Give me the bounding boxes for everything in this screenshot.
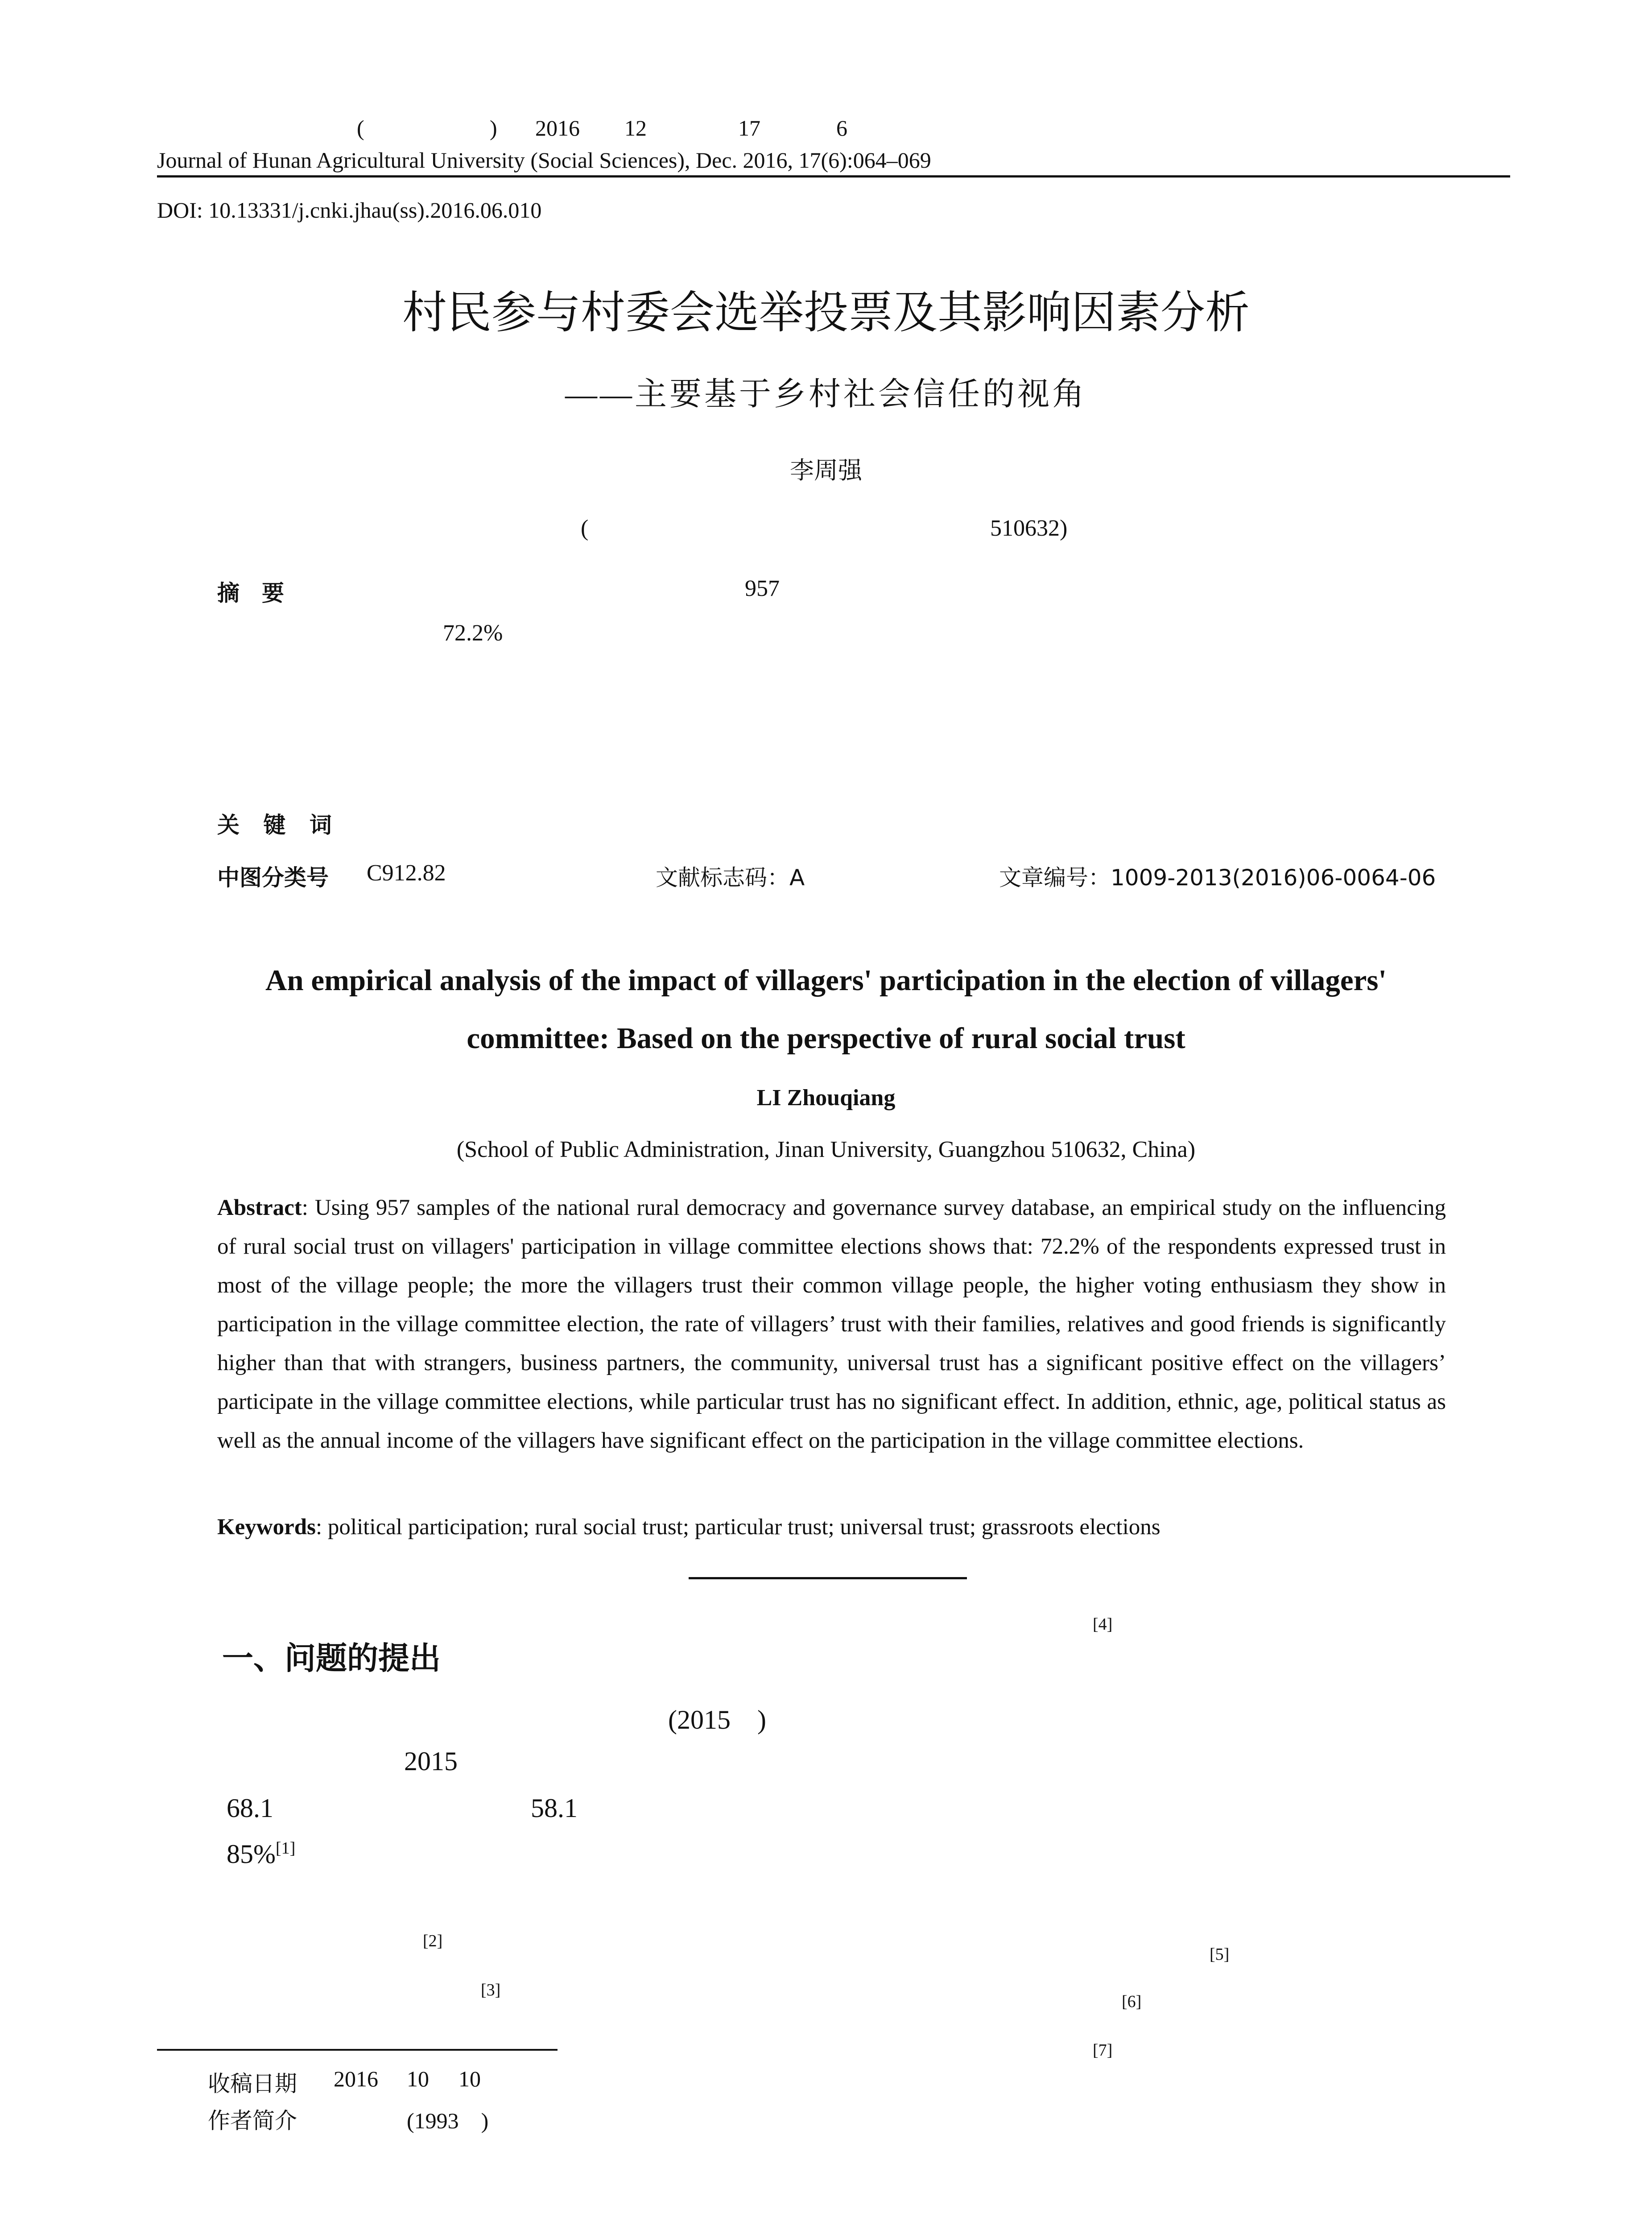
clc-label: 中图分类号	[217, 865, 329, 891]
header-paren-open: (	[357, 116, 364, 140]
affiliation-cn-postcode: 510632)	[990, 516, 1068, 541]
author-bio-label: 作者简介	[208, 2108, 297, 2134]
body-value-58-1: 58.1	[531, 1793, 578, 1823]
abstract-en	[217, 1189, 1446, 1460]
subtitle-cn: ——主要基于乡村社会信任的视角	[565, 376, 1087, 412]
header-issue: 6	[836, 116, 847, 140]
author-cn: 李周强	[790, 456, 862, 484]
title-en-line2: committee: Based on the perspective of rural social trust	[467, 1022, 1185, 1055]
header-year: 2016	[535, 116, 580, 140]
doi: DOI: 10.13331/j.cnki.jhau(ss).2016.06.010	[157, 198, 542, 223]
ref-2: [2]	[423, 1932, 443, 1950]
affiliation-en: (School of Public Administration, Jinan University, Guangzhou 510632, China)	[456, 1137, 1196, 1162]
clc-value: C912.82	[367, 860, 446, 886]
ref-5: [5]	[1210, 1945, 1230, 1964]
header-rule	[157, 175, 1510, 178]
keywords-en-label: Keywords	[217, 1515, 316, 1540]
author-en: LI Zhouqiang	[756, 1085, 896, 1111]
keywords-en-text: : political participation; rural social trust; particular trust; universal trust; grassroots elections	[315, 1515, 1161, 1540]
section-divider	[689, 1577, 967, 1579]
header-paren-close: )	[490, 116, 497, 140]
header-journal-en: Journal of Hunan Agricultural University (Social Sciences), Dec. 2016, 17(6):064–069	[157, 148, 931, 173]
ref-7: [7]	[1093, 2041, 1113, 2060]
ref-1: [1]	[275, 1839, 296, 1858]
title-cn: 村民参与村委会选举投票及其影响因素分析	[402, 286, 1250, 339]
abstract-cn-pct: 72.2%	[443, 620, 503, 646]
ref-3: [3]	[481, 1981, 501, 1999]
body-pct-85-text: 85%	[227, 1839, 276, 1869]
body-pct-85	[227, 1838, 295, 1870]
abstract-en-text: : Using 957 samples of the national rural democracy and governance survey database, an empirical study on the influencing of rural social trust on villagers' participation in village committee elections shows that: 72.2% of the respondents expressed trust in most of the village people; the more the villagers trust their common village people, the higher voting enthusiasm they show in participation in the village committee election, the rate of villagers’ trust with their families, relatives and good friends is significantly higher than that with strangers, business partners, the community, universal trust has a significant positive effect on the villagers’ participate in the village committee elections, while particular trust has no significant effect. In addition, ethnic, age, political status as well as the annual income of the villagers have significant effect on the participation in the village committee elections.	[217, 1195, 1446, 1453]
footnote-rule	[157, 2049, 558, 2051]
abstract-cn-samples: 957	[745, 576, 780, 601]
affiliation-cn-open: (	[581, 516, 589, 541]
title-en-line1: An empirical analysis of the impact of villagers' participation in the election of villagers'	[265, 964, 1387, 997]
keywords-cn-label: 关 键 词	[217, 812, 340, 838]
header-month: 12	[624, 116, 647, 140]
document-code: 文献标志码：A	[656, 865, 805, 891]
header-volume: 17	[738, 116, 760, 140]
received-label: 收稿日期	[208, 2071, 297, 2097]
author-birth-year: (1993 )	[407, 2108, 489, 2133]
received-year: 2016	[334, 2066, 378, 2091]
body-value-68-1: 68.1	[227, 1793, 273, 1823]
body-year-paren: (2015 )	[668, 1705, 766, 1734]
article-number: 文章编号：1009-2013(2016)06-0064-06	[999, 865, 1436, 891]
received-day: 10	[458, 2066, 481, 2091]
body-year-2015: 2015	[404, 1747, 458, 1776]
ref-4: [4]	[1093, 1615, 1113, 1634]
abstract-cn-label: 摘 要	[217, 580, 284, 606]
section-heading: 一、问题的提出	[222, 1640, 441, 1677]
ref-6: [6]	[1122, 1992, 1142, 2011]
received-month: 10	[407, 2066, 429, 2091]
abstract-en-label: Abstract	[217, 1195, 302, 1220]
keywords-en	[217, 1514, 1161, 1540]
